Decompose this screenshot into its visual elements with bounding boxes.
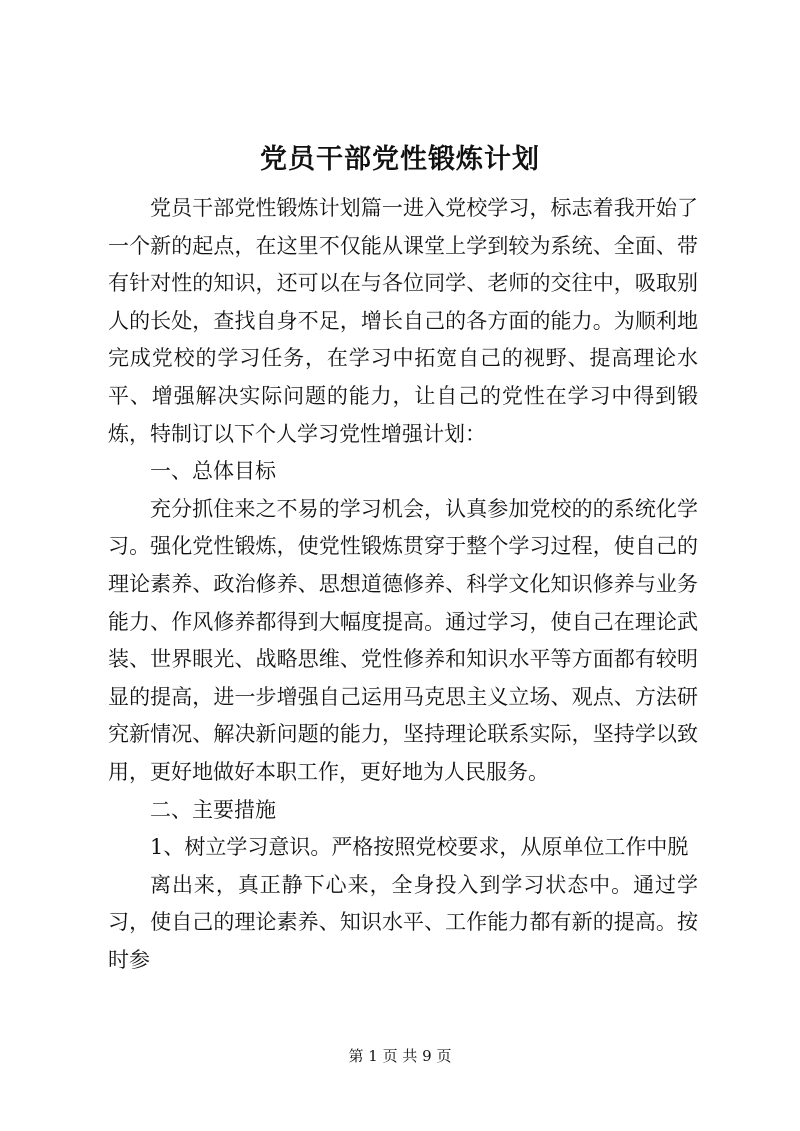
section-heading-goals: 一、总体目标 [150, 459, 276, 484]
section-heading-measures: 二、主要措施 [150, 797, 276, 822]
page-footer: 第 1 页 共 9 页 [348, 1047, 452, 1065]
paragraph-measure-1: 离出来，真正静下心来，全身投入到学习状态中。通过学习，使自己的理论素养、知识水平、工作能力都有新的提高。按时参 [108, 872, 698, 972]
document-body [108, 190, 698, 979]
paragraph-intro: 党员干部党性锻炼计划篇一进入党校学习，标志着我开始了一个新的起点，在这里不仅能从课堂上学到较为系统、全面、带有针对性的知识，还可以在与各位同学、老师的交往中，吸取别人的长处，查找自身不足，增长自己的各方面的能力。为顺利地完成党校的学习任务，在学习中拓宽自己的视野、提高理论水平、增强解决实际问题的能力，让自己的党性在学习中得到锻炼，特制订以下个人学习党性增强计划： [108, 196, 698, 446]
paragraph-goals: 充分抓住来之不易的学习机会，认真参加党校的的系统化学习。强化党性锻炼，使党性锻炼贯穿于整个学习过程，使自己的理论素养、政治修养、思想道德修养、科学文化知识修养与业务能力、作风修养都得到大幅度提高。通过学习，使自己在理论武装、世界眼光、战略思维、党性修养和知识水平等方面都有较明显的提高，进一步增强自己运用马克思主义立场、观点、方法研究新情况、解决新问题的能力，坚持理论联系实际，坚持学以致用，更好地做好本职工作，更好地为人民服务。 [108, 496, 698, 784]
measure-item-1: 1、树立学习意识。严格按照党校要求，从原单位工作中脱 [150, 835, 689, 860]
document-title: 党员干部党性锻炼计划 [260, 144, 540, 175]
